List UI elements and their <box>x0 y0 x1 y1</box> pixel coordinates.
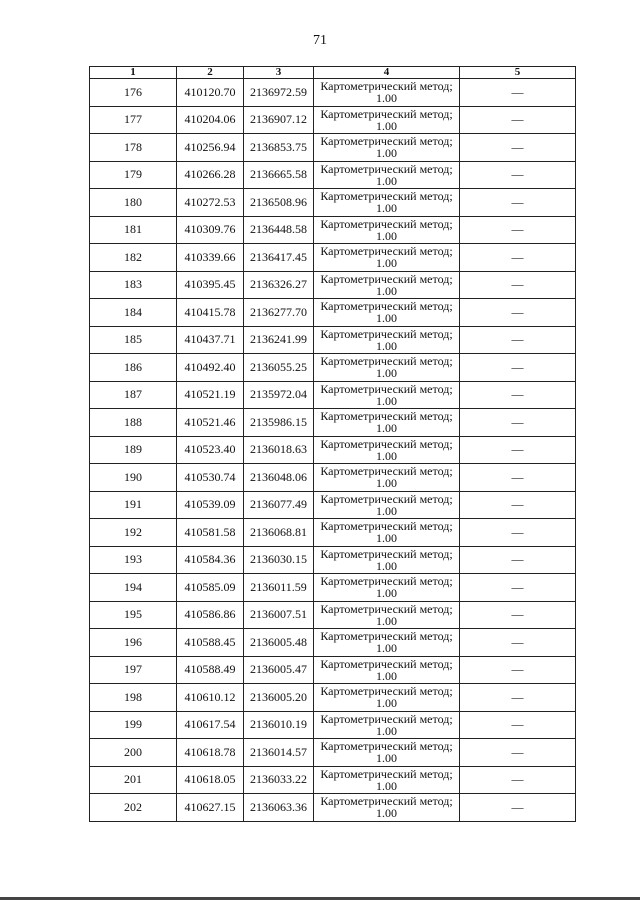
coord-y-cell: 2136241.99 <box>244 326 314 354</box>
method-cell <box>314 354 460 382</box>
coord-x-cell: 410521.19 <box>177 381 244 409</box>
method-name: Картометрический метод; <box>320 491 453 506</box>
method-cell <box>314 271 460 299</box>
point-number-cell: 179 <box>90 161 177 189</box>
point-number-cell: 193 <box>90 546 177 574</box>
method-cell <box>314 739 460 767</box>
col5-cell: — <box>460 134 576 162</box>
method-name: Картометрический метод; <box>320 711 453 726</box>
method-cell <box>314 134 460 162</box>
table-row <box>90 134 576 162</box>
coord-x-cell: 410339.66 <box>177 244 244 272</box>
header-col-1: 1 <box>90 67 177 79</box>
coord-y-cell: 2136030.15 <box>244 546 314 574</box>
table-row <box>90 766 576 794</box>
table-row <box>90 326 576 354</box>
method-accuracy: 1.00 <box>376 338 397 353</box>
col5-cell: — <box>460 601 576 629</box>
coord-x-cell: 410617.54 <box>177 711 244 739</box>
table-row <box>90 601 576 629</box>
method-accuracy: 1.00 <box>376 751 397 766</box>
page-number: 71 <box>313 33 327 48</box>
method-name: Картометрический метод; <box>320 519 453 534</box>
method-accuracy: 1.00 <box>376 283 397 298</box>
table-row <box>90 464 576 492</box>
coord-x-cell: 410584.36 <box>177 546 244 574</box>
coord-x-cell: 410256.94 <box>177 134 244 162</box>
point-number-cell: 202 <box>90 794 177 822</box>
method-cell <box>314 546 460 574</box>
method-name: Картометрический метод; <box>320 629 453 644</box>
coord-y-cell: 2136014.57 <box>244 739 314 767</box>
method-cell <box>314 794 460 822</box>
coord-x-cell: 410588.49 <box>177 656 244 684</box>
coord-y-cell: 2136018.63 <box>244 436 314 464</box>
method-accuracy: 1.00 <box>376 723 397 738</box>
method-cell <box>314 244 460 272</box>
method-name: Картометрический метод; <box>320 299 453 314</box>
coord-y-cell: 2136853.75 <box>244 134 314 162</box>
coord-y-cell: 2135986.15 <box>244 409 314 437</box>
col5-cell: — <box>460 381 576 409</box>
coord-x-cell: 410120.70 <box>177 79 244 107</box>
coord-y-cell: 2136448.58 <box>244 216 314 244</box>
header-col-4: 4 <box>314 67 460 79</box>
method-accuracy: 1.00 <box>376 503 397 518</box>
coord-x-cell: 410585.09 <box>177 574 244 602</box>
col5-cell: — <box>460 326 576 354</box>
method-name: Картометрический метод; <box>320 656 453 671</box>
col5-cell: — <box>460 574 576 602</box>
coord-x-cell: 410581.58 <box>177 519 244 547</box>
col5-cell: — <box>460 546 576 574</box>
table-row <box>90 409 576 437</box>
coord-y-cell: 2136665.58 <box>244 161 314 189</box>
coord-x-cell: 410586.86 <box>177 601 244 629</box>
method-accuracy: 1.00 <box>376 311 397 326</box>
col5-cell: — <box>460 766 576 794</box>
table-row <box>90 436 576 464</box>
coord-y-cell: 2136417.45 <box>244 244 314 272</box>
table-row <box>90 684 576 712</box>
point-number-cell: 182 <box>90 244 177 272</box>
method-accuracy: 1.00 <box>376 173 397 188</box>
col5-cell: — <box>460 161 576 189</box>
point-number-cell: 189 <box>90 436 177 464</box>
coord-x-cell: 410521.46 <box>177 409 244 437</box>
coord-y-cell: 2136048.06 <box>244 464 314 492</box>
point-number-cell: 176 <box>90 79 177 107</box>
method-name: Картометрический метод; <box>320 79 453 94</box>
method-accuracy: 1.00 <box>376 778 397 793</box>
col5-cell: — <box>460 684 576 712</box>
method-accuracy: 1.00 <box>376 118 397 133</box>
col5-cell: — <box>460 711 576 739</box>
method-accuracy: 1.00 <box>376 366 397 381</box>
method-name: Картометрический метод; <box>320 216 453 231</box>
point-number-cell: 181 <box>90 216 177 244</box>
method-cell <box>314 629 460 657</box>
method-name: Картометрический метод; <box>320 271 453 286</box>
method-cell <box>314 381 460 409</box>
coord-y-cell: 2136907.12 <box>244 106 314 134</box>
table-row <box>90 161 576 189</box>
col5-cell: — <box>460 794 576 822</box>
method-name: Картометрический метод; <box>320 409 453 424</box>
coord-y-cell: 2136005.20 <box>244 684 314 712</box>
method-name: Картометрический метод; <box>320 161 453 176</box>
method-cell <box>314 409 460 437</box>
coord-y-cell: 2136508.96 <box>244 189 314 217</box>
method-cell <box>314 216 460 244</box>
method-name: Картометрический метод; <box>320 794 453 809</box>
col5-cell: — <box>460 519 576 547</box>
method-cell <box>314 161 460 189</box>
table-row <box>90 491 576 519</box>
table-row <box>90 739 576 767</box>
method-name: Картометрический метод; <box>320 739 453 754</box>
method-name: Картометрический метод; <box>320 134 453 149</box>
method-accuracy: 1.00 <box>376 586 397 601</box>
point-number-cell: 194 <box>90 574 177 602</box>
coord-x-cell: 410618.05 <box>177 766 244 794</box>
table-row <box>90 711 576 739</box>
method-name: Картометрический метод; <box>320 684 453 699</box>
coord-x-cell: 410492.40 <box>177 354 244 382</box>
col5-cell: — <box>460 271 576 299</box>
coord-x-cell: 410610.12 <box>177 684 244 712</box>
col5-cell: — <box>460 739 576 767</box>
method-accuracy: 1.00 <box>376 613 397 628</box>
method-cell <box>314 711 460 739</box>
method-cell <box>314 79 460 107</box>
coord-y-cell: 2136972.59 <box>244 79 314 107</box>
method-accuracy: 1.00 <box>376 393 397 408</box>
method-accuracy: 1.00 <box>376 91 397 106</box>
coord-y-cell: 2136077.49 <box>244 491 314 519</box>
coord-y-cell: 2135972.04 <box>244 381 314 409</box>
point-number-cell: 198 <box>90 684 177 712</box>
method-accuracy: 1.00 <box>376 696 397 711</box>
method-cell <box>314 656 460 684</box>
method-cell <box>314 519 460 547</box>
method-cell <box>314 601 460 629</box>
table-row <box>90 519 576 547</box>
method-name: Картометрический метод; <box>320 106 453 121</box>
point-number-cell: 187 <box>90 381 177 409</box>
point-number-cell: 177 <box>90 106 177 134</box>
coord-y-cell: 2136033.22 <box>244 766 314 794</box>
col5-cell: — <box>460 189 576 217</box>
point-number-cell: 183 <box>90 271 177 299</box>
coord-x-cell: 410204.06 <box>177 106 244 134</box>
method-name: Картометрический метод; <box>320 546 453 561</box>
point-number-cell: 180 <box>90 189 177 217</box>
method-accuracy: 1.00 <box>376 448 397 463</box>
table-row <box>90 79 576 107</box>
table-row <box>90 189 576 217</box>
col5-cell: — <box>460 629 576 657</box>
method-accuracy: 1.00 <box>376 256 397 271</box>
col5-cell: — <box>460 436 576 464</box>
coord-y-cell: 2136326.27 <box>244 271 314 299</box>
header-col-2: 2 <box>177 67 244 79</box>
table-row <box>90 216 576 244</box>
coord-y-cell: 2136277.70 <box>244 299 314 327</box>
point-number-cell: 184 <box>90 299 177 327</box>
table-row <box>90 656 576 684</box>
method-cell <box>314 684 460 712</box>
col5-cell: — <box>460 79 576 107</box>
method-cell <box>314 464 460 492</box>
table-row <box>90 244 576 272</box>
coord-y-cell: 2136011.59 <box>244 574 314 602</box>
method-cell <box>314 189 460 217</box>
col5-cell: — <box>460 656 576 684</box>
coord-y-cell: 2136063.36 <box>244 794 314 822</box>
table-row <box>90 794 576 822</box>
point-number-cell: 200 <box>90 739 177 767</box>
point-number-cell: 195 <box>90 601 177 629</box>
method-accuracy: 1.00 <box>376 228 397 243</box>
point-number-cell: 199 <box>90 711 177 739</box>
table-row <box>90 381 576 409</box>
method-accuracy: 1.00 <box>376 531 397 546</box>
method-name: Картометрический метод; <box>320 766 453 781</box>
table-row <box>90 629 576 657</box>
col5-cell: — <box>460 409 576 437</box>
method-name: Картометрический метод; <box>320 464 453 479</box>
coord-x-cell: 410309.76 <box>177 216 244 244</box>
coord-y-cell: 2136068.81 <box>244 519 314 547</box>
coord-y-cell: 2136005.47 <box>244 656 314 684</box>
table-row <box>90 271 576 299</box>
table-row <box>90 574 576 602</box>
point-number-cell: 190 <box>90 464 177 492</box>
coord-y-cell: 2136005.48 <box>244 629 314 657</box>
method-cell <box>314 326 460 354</box>
coordinates-table <box>89 66 576 822</box>
method-name: Картометрический метод; <box>320 574 453 589</box>
method-accuracy: 1.00 <box>376 476 397 491</box>
table-row <box>90 546 576 574</box>
table-header-row <box>90 67 576 79</box>
table-row <box>90 106 576 134</box>
header-col-5: 5 <box>460 67 576 79</box>
method-accuracy: 1.00 <box>376 146 397 161</box>
method-cell <box>314 299 460 327</box>
coord-y-cell: 2136010.19 <box>244 711 314 739</box>
coord-x-cell: 410272.53 <box>177 189 244 217</box>
method-name: Картометрический метод; <box>320 244 453 259</box>
method-cell <box>314 574 460 602</box>
method-accuracy: 1.00 <box>376 201 397 216</box>
coord-x-cell: 410266.28 <box>177 161 244 189</box>
point-number-cell: 192 <box>90 519 177 547</box>
coord-x-cell: 410523.40 <box>177 436 244 464</box>
col5-cell: — <box>460 106 576 134</box>
coord-x-cell: 410437.71 <box>177 326 244 354</box>
method-name: Картометрический метод; <box>320 381 453 396</box>
method-name: Картометрический метод; <box>320 354 453 369</box>
coord-x-cell: 410539.09 <box>177 491 244 519</box>
col5-cell: — <box>460 216 576 244</box>
col5-cell: — <box>460 464 576 492</box>
method-accuracy: 1.00 <box>376 421 397 436</box>
method-cell <box>314 491 460 519</box>
table-row <box>90 299 576 327</box>
method-cell <box>314 766 460 794</box>
method-accuracy: 1.00 <box>376 806 397 821</box>
method-accuracy: 1.00 <box>376 558 397 573</box>
point-number-cell: 178 <box>90 134 177 162</box>
point-number-cell: 185 <box>90 326 177 354</box>
method-cell <box>314 436 460 464</box>
coord-x-cell: 410530.74 <box>177 464 244 492</box>
method-name: Картометрический метод; <box>320 601 453 616</box>
coord-y-cell: 2136055.25 <box>244 354 314 382</box>
method-name: Картометрический метод; <box>320 189 453 204</box>
header-col-3: 3 <box>244 67 314 79</box>
coord-x-cell: 410627.15 <box>177 794 244 822</box>
col5-cell: — <box>460 244 576 272</box>
point-number-cell: 197 <box>90 656 177 684</box>
point-number-cell: 196 <box>90 629 177 657</box>
col5-cell: — <box>460 491 576 519</box>
scan-bottom-edge <box>0 897 640 900</box>
point-number-cell: 188 <box>90 409 177 437</box>
method-cell <box>314 106 460 134</box>
coord-x-cell: 410618.78 <box>177 739 244 767</box>
method-accuracy: 1.00 <box>376 668 397 683</box>
col5-cell: — <box>460 299 576 327</box>
coord-x-cell: 410588.45 <box>177 629 244 657</box>
coord-x-cell: 410395.45 <box>177 271 244 299</box>
col5-cell: — <box>460 354 576 382</box>
coord-y-cell: 2136007.51 <box>244 601 314 629</box>
method-name: Картометрический метод; <box>320 436 453 451</box>
coord-x-cell: 410415.78 <box>177 299 244 327</box>
method-name: Картометрический метод; <box>320 326 453 341</box>
point-number-cell: 191 <box>90 491 177 519</box>
point-number-cell: 186 <box>90 354 177 382</box>
table-body <box>90 79 576 822</box>
table-row <box>90 354 576 382</box>
method-accuracy: 1.00 <box>376 641 397 656</box>
point-number-cell: 201 <box>90 766 177 794</box>
